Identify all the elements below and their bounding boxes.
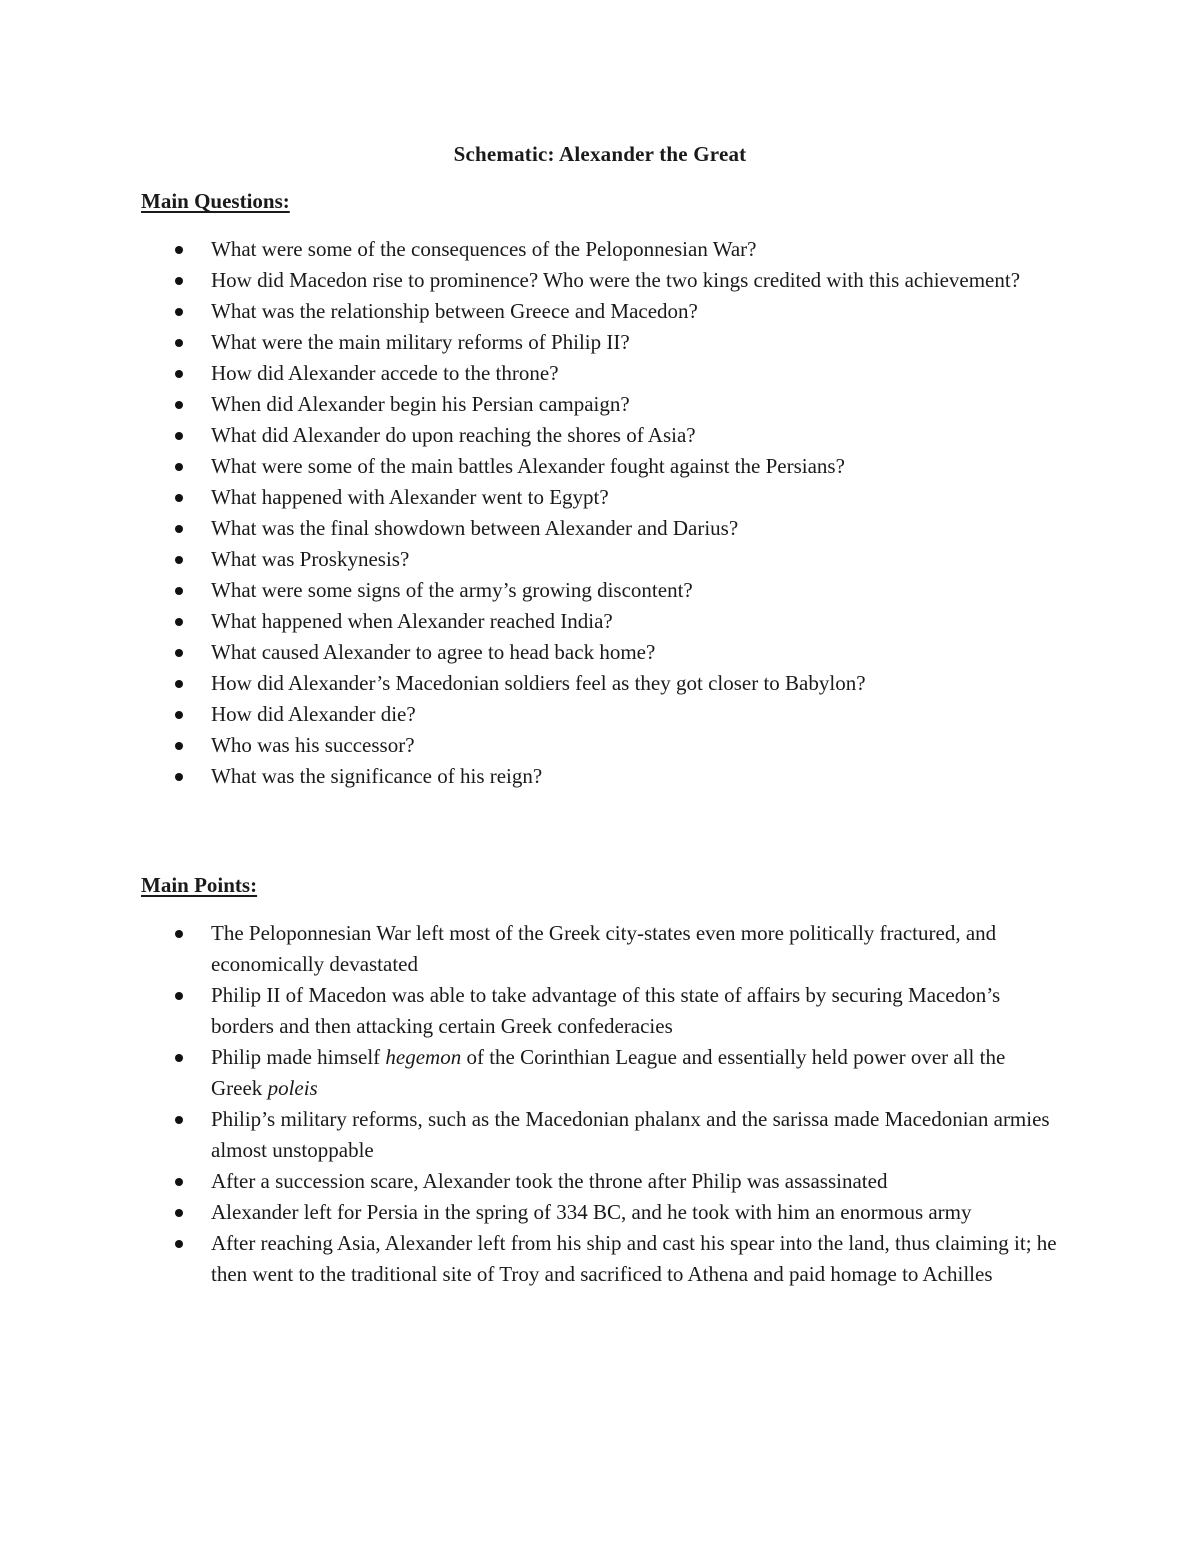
question-text: What caused Alexander to agree to head back home?	[211, 640, 656, 664]
bullet-icon	[175, 992, 183, 1000]
main-points-list	[0, 918, 1200, 1290]
bullet-icon	[175, 432, 183, 440]
question-item	[0, 513, 1200, 544]
main-points-heading: Main Points:	[141, 873, 258, 897]
question-text: What was the significance of his reign?	[211, 764, 543, 788]
question-text: What was Proskynesis?	[211, 547, 410, 571]
question-text: What were some signs of the army’s growing discontent?	[211, 578, 693, 602]
question-item	[0, 327, 1200, 358]
point-text: The Peloponnesian War left most of the Greek city-states even more politically fractured, and economically devastated	[211, 921, 997, 976]
point-text: After a succession scare, Alexander took the throne after Philip was assassinated	[211, 1169, 888, 1193]
question-text: What were the main military reforms of Philip II?	[211, 330, 630, 354]
question-text: When did Alexander begin his Persian campaign?	[211, 392, 630, 416]
point-item	[0, 1104, 1200, 1166]
bullet-icon	[175, 742, 183, 750]
question-text: How did Macedon rise to prominence? Who were the two kings credited with this achievement?	[211, 268, 1021, 292]
question-text: How did Alexander die?	[211, 702, 416, 726]
main-questions-heading: Main Questions:	[141, 189, 290, 213]
question-item	[0, 451, 1200, 482]
question-text: Who was his successor?	[211, 733, 415, 757]
bullet-icon	[175, 1240, 183, 1248]
question-item	[0, 482, 1200, 513]
question-text: What were some of the main battles Alexander fought against the Persians?	[211, 454, 845, 478]
point-item	[0, 1228, 1200, 1290]
question-item	[0, 606, 1200, 637]
question-item	[0, 265, 1200, 296]
bullet-icon	[175, 277, 183, 285]
document-title: Schematic: Alexander the Great	[453, 142, 747, 166]
bullet-icon	[175, 1178, 183, 1186]
question-text: How did Alexander accede to the throne?	[211, 361, 559, 385]
question-item	[0, 296, 1200, 327]
bullet-icon	[175, 339, 183, 347]
point-item	[0, 1197, 1200, 1228]
bullet-icon	[175, 930, 183, 938]
question-item	[0, 761, 1200, 792]
bullet-icon	[175, 711, 183, 719]
bullet-icon	[175, 1054, 183, 1062]
question-item	[0, 575, 1200, 606]
bullet-icon	[175, 1116, 183, 1124]
point-item	[0, 1166, 1200, 1197]
bullet-icon	[175, 773, 183, 781]
bullet-icon	[175, 1209, 183, 1217]
point-text: Philip II of Macedon was able to take advantage of this state of affairs by securing Macedon’s borders and then attacking certain Greek confederacies	[211, 983, 1001, 1038]
question-text: What happened with Alexander went to Egypt?	[211, 485, 609, 509]
bullet-icon	[175, 618, 183, 626]
bullet-icon	[175, 494, 183, 502]
point-text-italic-hegemon: hegemon	[385, 1045, 462, 1069]
question-item	[0, 668, 1200, 699]
bullet-icon	[175, 246, 183, 254]
main-questions-list	[0, 234, 1200, 792]
point-text-italic-poleis: poleis	[267, 1076, 318, 1100]
question-item	[0, 358, 1200, 389]
question-text: What happened when Alexander reached India?	[211, 609, 613, 633]
point-text-start: Philip made himself	[211, 1045, 386, 1069]
point-text-middle: of the Corinthian League and essentially held power over all the Greek	[211, 1045, 1006, 1100]
point-item	[0, 1042, 1200, 1104]
question-text: What was the relationship between Greece and Macedon?	[211, 299, 698, 323]
question-item	[0, 389, 1200, 420]
bullet-icon	[175, 680, 183, 688]
point-text: After reaching Asia, Alexander left from his ship and cast his spear into the land, thus claiming it; he then went to the traditional site of Troy and sacrificed to Athena and paid homage to Achilles	[211, 1231, 1057, 1286]
question-item	[0, 699, 1200, 730]
bullet-icon	[175, 308, 183, 316]
bullet-icon	[175, 370, 183, 378]
bullet-icon	[175, 649, 183, 657]
question-item	[0, 420, 1200, 451]
bullet-icon	[175, 401, 183, 409]
point-text: Alexander left for Persia in the spring of 334 BC, and he took with him an enormous army	[211, 1200, 972, 1224]
question-item	[0, 637, 1200, 668]
question-item	[0, 234, 1200, 265]
point-text: Philip’s military reforms, such as the Macedonian phalanx and the sarissa made Macedonian armies almost unstoppable	[211, 1107, 1050, 1162]
point-item	[0, 980, 1200, 1042]
question-item	[0, 544, 1200, 575]
bullet-icon	[175, 556, 183, 564]
bullet-icon	[175, 587, 183, 595]
question-text: What were some of the consequences of the Peloponnesian War?	[211, 237, 757, 261]
point-item	[0, 918, 1200, 980]
bullet-icon	[175, 463, 183, 471]
question-text: What was the final showdown between Alexander and Darius?	[211, 516, 739, 540]
question-text: What did Alexander do upon reaching the shores of Asia?	[211, 423, 696, 447]
bullet-icon	[175, 525, 183, 533]
question-text: How did Alexander’s Macedonian soldiers feel as they got closer to Babylon?	[211, 671, 866, 695]
question-item	[0, 730, 1200, 761]
